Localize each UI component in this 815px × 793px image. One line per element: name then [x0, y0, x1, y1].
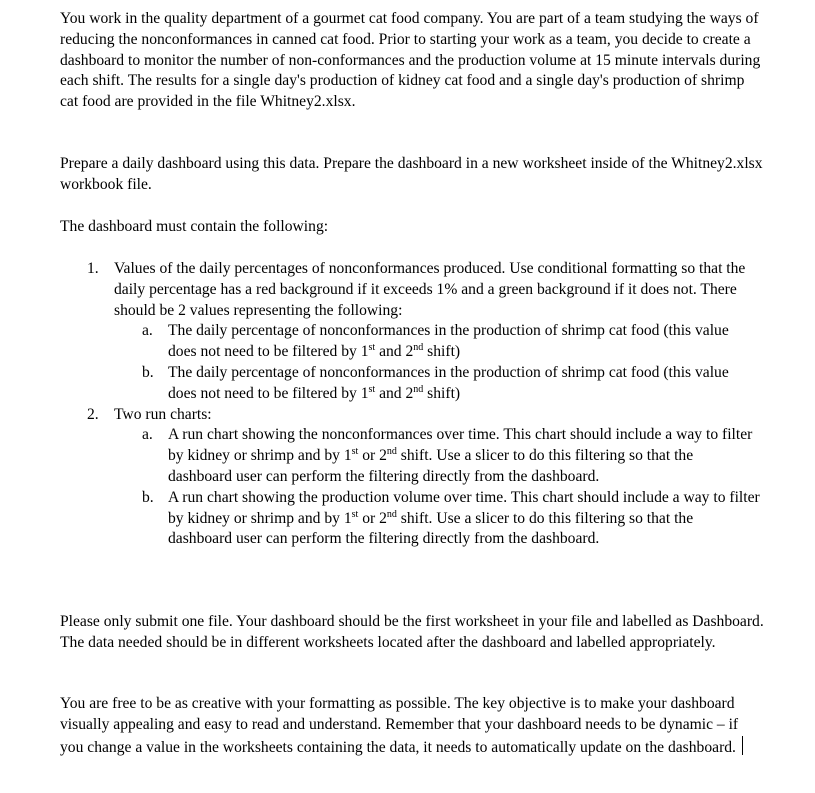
ordinal-sup: nd: [413, 342, 424, 353]
sub-item-text: or 2: [358, 447, 387, 465]
list-marker: 1.: [87, 260, 99, 277]
creative-text: You are free to be as creative with your formatting as possible. The key objective is to make your dashboard visually appealing and easy to read and understand. Remember that your dashboard needs to be dynamic – if you change a value in the worksheets containing the data, it needs to automatically update on the dashboard.: [60, 695, 739, 756]
sub-list-item: [142, 363, 760, 405]
list-marker: 2.: [87, 405, 99, 423]
sub-list-marker: b.: [142, 488, 154, 506]
list-item-text: Values of the daily percentages of nonconformances produced. Use conditional formatting so that the daily percentage has a red background if it exceeds 1% and a green background if it does not. There should be 2 values representing the following:: [114, 260, 746, 319]
sub-item-text: The daily percentage of nonconformances in the production of shrimp cat food (this value does not need to be filtered by 1: [168, 322, 729, 361]
submit-paragraph: Please only submit one file. Your dashboard should be the first worksheet in your file and labelled as Dashboard. The data needed should be in different worksheets located after the dashboard and labelled appropriately.: [60, 613, 764, 651]
sub-list-marker: a.: [142, 426, 153, 444]
intro-paragraph: You work in the quality department of a gourmet cat food company. You are part of a team studying the ways of reducing the nonconformances in canned cat food. Prior to starting your work as a team, you decide to create a dashboard to monitor the number of non-conformances and the production volume at 15 minute intervals during each shift. The results for a single day's production of kidney cat food and a single day's production of shrimp cat food are provided in the file Whitney2.xlsx.: [60, 10, 761, 111]
sub-list: [142, 321, 760, 404]
sub-item-text: A run chart showing the production volume over time. This chart should include a way to filter by kidney or shrimp and by 1: [168, 488, 760, 527]
ordinal-sup: nd: [413, 383, 424, 395]
sub-item-text: and 2: [375, 384, 414, 402]
list-item: [87, 259, 762, 405]
sub-item-text: shift): [423, 343, 461, 361]
text-cursor[interactable]: [742, 736, 743, 755]
sub-list-item: [142, 425, 760, 487]
ordinal-sup: nd: [386, 508, 397, 520]
ordinal-sup: st: [368, 383, 376, 395]
list-item: [87, 405, 762, 551]
requirements-list: [87, 259, 762, 550]
ordinal-sup: st: [351, 445, 359, 457]
sub-list-marker: b.: [142, 363, 154, 381]
creative-paragraph: [60, 694, 765, 758]
sub-item-text: or 2: [358, 509, 387, 527]
sub-list: [142, 425, 760, 550]
sub-item-text: shift): [423, 384, 461, 402]
sub-list-item: [142, 321, 760, 363]
sub-item-text: The daily percentage of nonconformances in the production of shrimp cat food (this value does not need to be filtered by 1: [168, 363, 729, 402]
sub-item-text: A run chart showing the nonconformances over time. This chart should include a way to filter by kidney or shrimp and by 1: [168, 426, 753, 465]
prepare-paragraph: Prepare a daily dashboard using this data. Prepare the dashboard in a new worksheet inside of the Whitney2.xlsx workbook file.: [60, 155, 763, 193]
ordinal-sup: st: [368, 342, 376, 353]
must-contain-paragraph: The dashboard must contain the following:: [60, 218, 329, 235]
sub-item-text: shift. Use a slicer to do this filtering so that the dashboard user can perform the filtering directly from the dashboard.: [168, 509, 694, 548]
sub-item-text: and 2: [375, 343, 414, 361]
sub-item-text: shift. Use a slicer to do this filtering so that the dashboard user can perform the filtering directly from the dashboard.: [168, 447, 694, 485]
list-item-text: Two run charts:: [114, 405, 212, 423]
sub-list-marker: a.: [142, 322, 153, 340]
ordinal-sup: nd: [386, 445, 397, 457]
sub-list-item: [142, 488, 760, 550]
ordinal-sup: st: [351, 508, 359, 520]
